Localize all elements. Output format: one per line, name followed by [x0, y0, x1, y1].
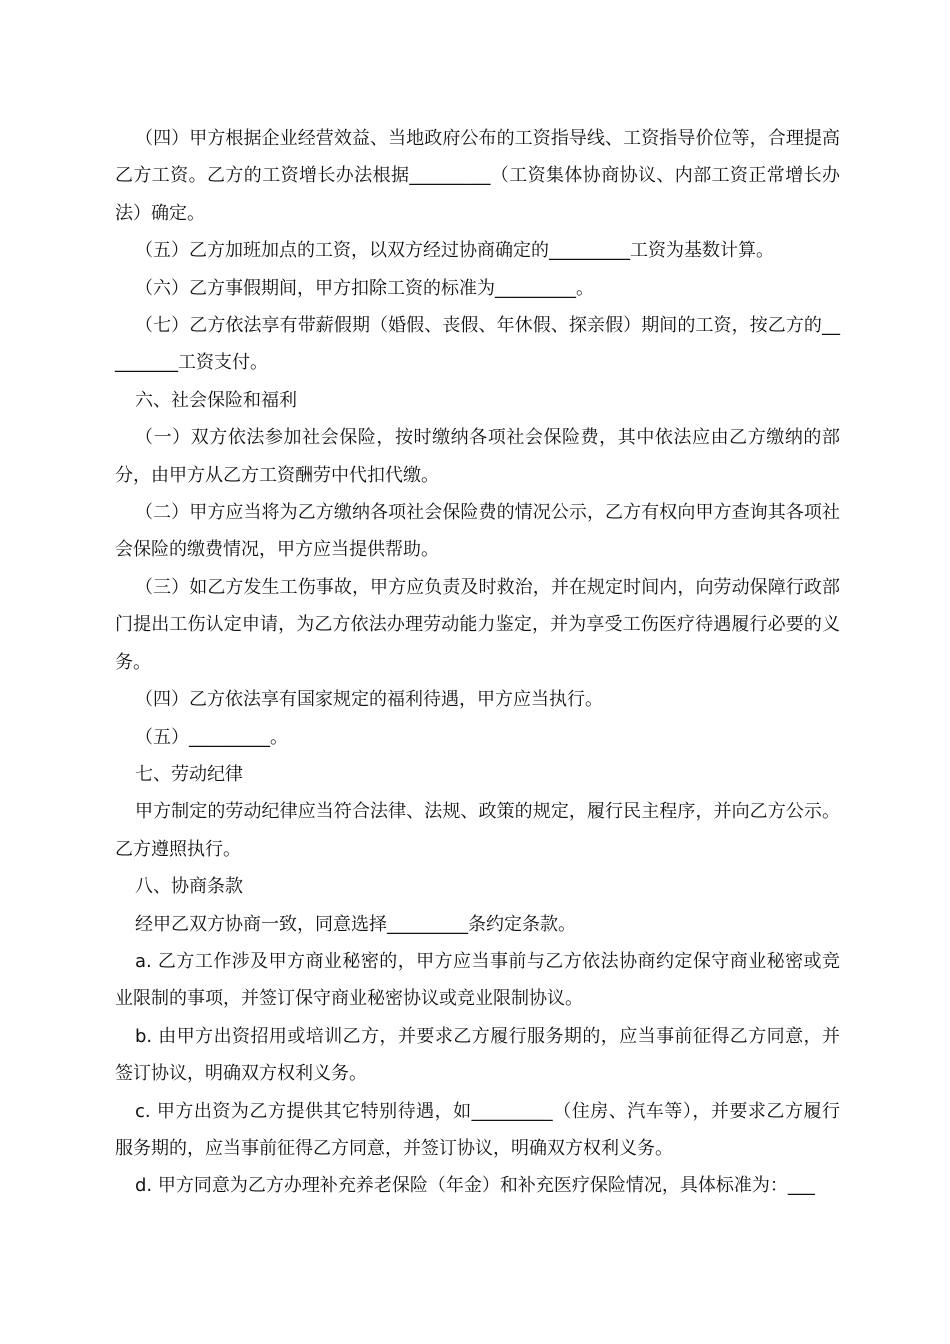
section-heading-social-insurance: 六、社会保险和福利	[135, 389, 297, 411]
section-heading-labor-discipline: 七、劳动纪律	[135, 763, 243, 785]
negotiated-terms-intro: 经甲乙双方协商一致，同意选择_________条约定条款。	[135, 913, 576, 935]
insurance-clause-2: （二）甲方应当将为乙方缴纳各项社会保险费的情况公示，乙方有权向甲方查询其各项社会保险的缴费情况，甲方应当提供帮助。	[115, 502, 840, 561]
insurance-clause-1: （一）双方依法参加社会保险，按时缴纳各项社会保险费，其中依法应由乙方缴纳的部分，由甲方从乙方工资酬劳中代扣代缴。	[115, 427, 840, 486]
insurance-clause-4: （四）乙方依法享有国家规定的福利待遇，甲方应当执行。	[135, 689, 603, 711]
clause-6-leave-deduction: （六）乙方事假期间，甲方扣除工资的标准为_________。	[135, 277, 594, 299]
negotiated-term-d: d. 甲方同意为乙方办理补充养老保险（年金）和补充医疗保险情况，具体标准为：___	[135, 1175, 815, 1197]
clause-7-paid-leave-wage: （七）乙方依法享有带薪假期（婚假、丧假、年休假、探亲假）期间的工资，按乙方的_________工资支付。	[115, 315, 840, 374]
section-heading-negotiated-terms: 八、协商条款	[135, 876, 243, 898]
insurance-clause-3: （三）如乙方发生工伤事故，甲方应负责及时救治，并在规定时间内，向劳动保障行政部门提出工伤认定申请，为乙方依法办理劳动能力鉴定，并为享受工伤医疗待遇履行必要的义务。	[115, 576, 840, 673]
negotiated-term-a: a. 乙方工作涉及甲方商业秘密的，甲方应当事前与乙方依法协商约定保守商业秘密或竞业限制的事项，并签订保守商业秘密协议或竞业限制协议。	[115, 950, 840, 1010]
negotiated-term-c: c. 甲方出资为乙方提供其它特别待遇，如_________（住房、汽车等），并要求乙方履行服务期的，应当事前征得乙方同意，并签订协议，明确双方权利义务。	[115, 1100, 840, 1159]
document-body	[115, 120, 840, 1205]
insurance-clause-5: （五）_________。	[135, 726, 288, 748]
negotiated-term-b: b. 由甲方出资招用或培训乙方，并要求乙方履行服务期的，应当事前征得乙方同意，并签订协议，明确双方权利义务。	[115, 1025, 840, 1085]
clause-4-wage-increase: （四）甲方根据企业经营效益、当地政府公布的工资指导线、工资指导价位等，合理提高乙方工资。乙方的工资增长办法根据_________（工资集体协商协议、内部工资正常增长办法）确定。	[115, 128, 840, 224]
clause-5-overtime-wage: （五）乙方加班加点的工资，以双方经过协商确定的_________工资为基数计算。	[135, 240, 774, 262]
labor-discipline-text: 甲方制定的劳动纪律应当符合法律、法规、政策的规定，履行民主程序，并向乙方公示。乙方遵照执行。	[115, 801, 840, 860]
